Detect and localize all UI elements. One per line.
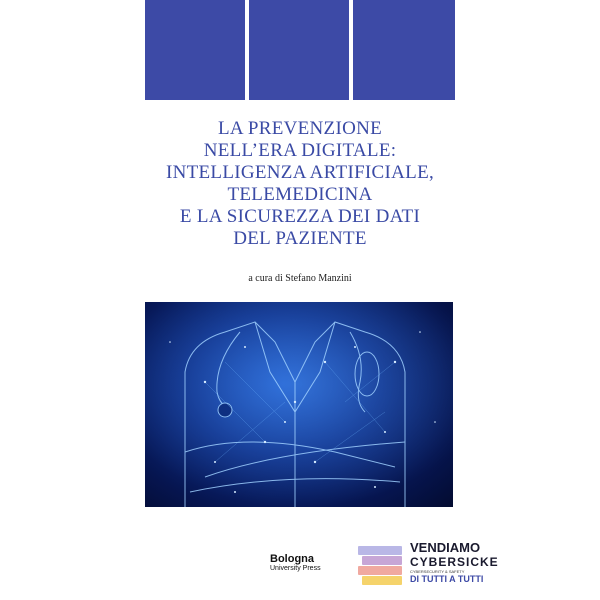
cover-block-1 — [145, 0, 245, 100]
cover-top-blocks — [145, 0, 455, 100]
book-cover — [145, 0, 499, 600]
title-line: TELEMEDICINA — [227, 184, 373, 205]
cover-block-3 — [353, 0, 455, 100]
badge-stripe — [362, 556, 402, 565]
doctor-figure-svg — [145, 302, 453, 507]
promo-badge — [358, 540, 499, 590]
publisher-name: Bologna — [270, 553, 314, 565]
badge-line-1: VENDIAMO — [410, 540, 481, 555]
title-line: INTELLIGENZA ARTIFICIALE, — [165, 162, 435, 183]
badge-stripe — [358, 566, 402, 575]
publisher-logo — [270, 553, 330, 573]
editor-credit: a cura di Stefano Manzini — [248, 273, 352, 284]
badge-line-2: CYBERSICKE — [410, 555, 499, 569]
doctor-illustration — [145, 302, 453, 507]
title-line: DEL PAZIENTE — [233, 228, 367, 249]
badge-tagline: CYBERSECURITY & SAFETY — [410, 569, 465, 574]
cover-block-2 — [249, 0, 349, 100]
badge-line-3: DI TUTTI A TUTTI — [410, 574, 484, 584]
publisher-subname: University Press — [270, 565, 321, 572]
title-line: E LA SICUREZZA DEI DATI — [179, 206, 421, 227]
badge-stripe — [362, 576, 402, 585]
badge-stripe — [358, 546, 402, 555]
title-line: NELL’ERA DIGITALE: — [203, 140, 397, 161]
title-line: LA PREVENZIONE — [217, 118, 383, 139]
book-title — [145, 118, 455, 250]
